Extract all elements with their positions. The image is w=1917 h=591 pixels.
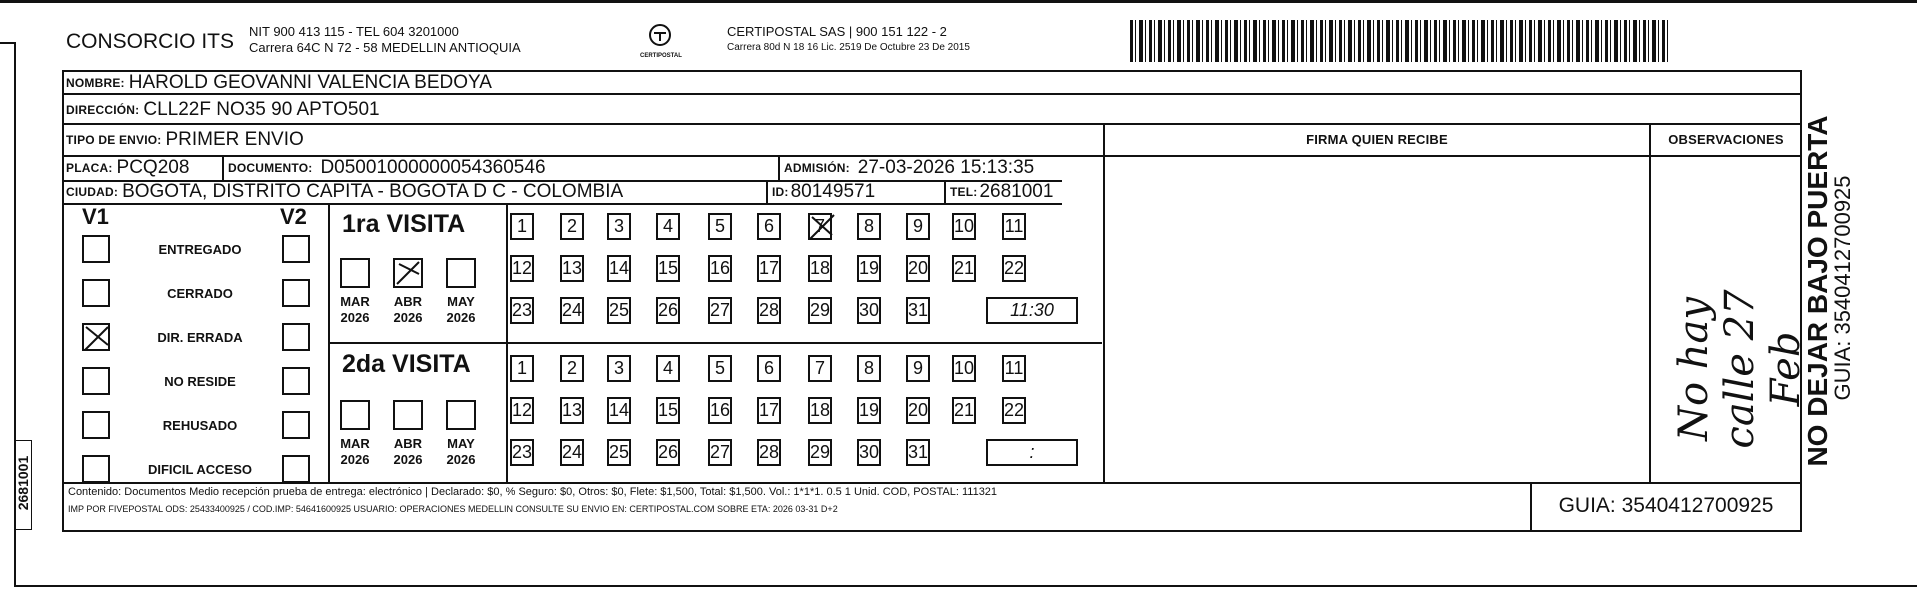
tel-value: 2681001	[979, 181, 1054, 202]
second-month-label	[385, 436, 431, 468]
ciudad-row	[66, 181, 623, 203]
second-day-box[interactable]: 19	[857, 397, 881, 424]
left-tel: 2681001	[15, 455, 31, 511]
certipostal-logo	[640, 22, 680, 59]
second-day-box[interactable]: 6	[757, 355, 781, 382]
v1-checkbox[interactable]	[82, 235, 110, 263]
month-name: ABR	[393, 436, 423, 451]
tipo-value: PRIMER ENVIO	[165, 129, 304, 150]
second-day-box[interactable]: 30	[857, 439, 881, 466]
first-day-box[interactable]: 7	[808, 213, 832, 240]
second-day-box[interactable]: 13	[560, 397, 584, 424]
second-day-box[interactable]: 26	[656, 439, 680, 466]
admision-cell	[784, 156, 1034, 180]
left-tel-box	[14, 440, 32, 530]
first-day-box[interactable]: 1	[510, 213, 534, 240]
first-month-label	[438, 294, 484, 326]
first-time-box[interactable]: 11:30	[986, 297, 1078, 324]
second-day-box[interactable]: 28	[757, 439, 781, 466]
v1-checkbox[interactable]	[82, 411, 110, 439]
month-year: 2026	[446, 452, 476, 467]
first-day-box[interactable]: 20	[906, 255, 930, 282]
second-time-box[interactable]: :	[986, 439, 1078, 466]
placa-label: PLACA:	[66, 161, 113, 175]
second-day-box[interactable]: 1	[510, 355, 534, 382]
status-label: ENTREGADO	[158, 242, 242, 257]
second-day-box[interactable]: 12	[510, 397, 534, 424]
month-year: 2026	[340, 310, 370, 325]
check-mark-icon	[395, 260, 421, 286]
check-mark-icon	[808, 213, 836, 241]
left-tick	[0, 42, 16, 44]
v2-checkbox[interactable]	[282, 367, 310, 395]
second-day-box[interactable]: 5	[708, 355, 732, 382]
direccion-row	[66, 97, 380, 123]
documento-label: DOCUMENTO:	[228, 161, 313, 175]
company-nit: NIT 900 413 115 - TEL 604 3201000	[249, 24, 459, 39]
first-day-box[interactable]: 12	[510, 255, 534, 282]
first-day-box[interactable]: 22	[1002, 255, 1026, 282]
id-value: 80149571	[790, 181, 876, 202]
first-day-box[interactable]: 2	[560, 213, 584, 240]
second-day-box[interactable]: 31	[906, 439, 930, 466]
first-day-box[interactable]: 4	[656, 213, 680, 240]
status-label: CERRADO	[167, 286, 233, 301]
company-contact	[249, 24, 521, 56]
status-label: DIR. ERRADA	[157, 330, 243, 345]
tipo-row	[66, 126, 304, 154]
second-day-box[interactable]: 7	[808, 355, 832, 382]
barcode	[1130, 20, 1670, 62]
v1-checkbox[interactable]	[82, 279, 110, 307]
second-month-label	[332, 436, 378, 468]
second-day-box[interactable]: 10	[952, 355, 976, 382]
check-mark-icon	[84, 325, 110, 351]
second-day-box[interactable]: 3	[607, 355, 631, 382]
v2-checkbox[interactable]	[282, 323, 310, 351]
first-day-box[interactable]: 8	[857, 213, 881, 240]
month-name: MAR	[340, 436, 370, 451]
first-month-checkbox[interactable]	[446, 258, 476, 288]
first-day-box[interactable]: 25	[607, 297, 631, 324]
first-day-box[interactable]: 30	[857, 297, 881, 324]
second-day-box[interactable]: 2	[560, 355, 584, 382]
second-day-box[interactable]: 29	[808, 439, 832, 466]
first-visit-title: 1ra VISITA	[342, 210, 466, 238]
nombre-row	[66, 72, 492, 94]
first-month-label	[385, 294, 431, 326]
first-day-box[interactable]: 18	[808, 255, 832, 282]
month-year: 2026	[393, 310, 423, 325]
side-guia: GUIA: 3540412700925	[1830, 175, 1855, 401]
second-visit-title: 2da VISITA	[342, 350, 471, 378]
footer-line2: IMP POR FIVEPOSTAL ODS: 25433400925 / COD.IMP: 54641600925 USUARIO: OPERACIONES MEDELLIN CONSULTE SU ENVIO EN: CERTIPOSTAL.COM SOBRE ETA: 2026 03-31 D+2	[68, 504, 838, 514]
month-name: MAR	[340, 294, 370, 309]
first-day-box[interactable]: 17	[757, 255, 781, 282]
first-day-box[interactable]: 11	[1002, 213, 1026, 240]
second-day-box[interactable]: 14	[607, 397, 631, 424]
month-name: MAY	[447, 294, 475, 309]
month-name: ABR	[393, 294, 423, 309]
v2-checkbox[interactable]	[282, 235, 310, 263]
first-day-box[interactable]: 27	[708, 297, 732, 324]
documento-value: D05001000000054360546	[320, 157, 546, 178]
company-name: CONSORCIO ITS	[66, 30, 235, 53]
firma-label: FIRMA QUIEN RECIBE	[1306, 132, 1448, 147]
first-day-box[interactable]: 16	[708, 255, 732, 282]
second-day-box[interactable]: 9	[906, 355, 930, 382]
first-day-box[interactable]: 23	[510, 297, 534, 324]
second-month-checkbox[interactable]	[340, 400, 370, 430]
first-day-box[interactable]: 9	[906, 213, 930, 240]
v1-checkbox[interactable]	[82, 323, 110, 351]
v2-header: V2	[280, 204, 307, 229]
nombre-value: HAROLD GEOVANNI VALENCIA BEDOYA	[128, 72, 492, 93]
month-year: 2026	[393, 452, 423, 467]
second-month-label	[438, 436, 484, 468]
logo-text: CERTIPOSTAL	[640, 53, 682, 59]
second-day-box[interactable]: 8	[857, 355, 881, 382]
status-label: REHUSADO	[162, 418, 238, 433]
first-day-box[interactable]: 10	[952, 213, 976, 240]
second-day-box[interactable]: 25	[607, 439, 631, 466]
first-day-box[interactable]: 14	[607, 255, 631, 282]
v1-checkbox[interactable]	[82, 455, 110, 483]
footer-guia: GUIA: 3540412700925	[1558, 494, 1774, 517]
status-label: NO RESIDE	[164, 374, 236, 389]
second-day-box[interactable]: 4	[656, 355, 680, 382]
tel-cell	[950, 181, 1053, 203]
v2-checkbox[interactable]	[282, 455, 310, 483]
first-day-box[interactable]: 29	[808, 297, 832, 324]
id-label: ID:	[772, 185, 789, 199]
status-label: DIFICIL ACCESO	[147, 462, 252, 477]
admision-value: 27-03-2026 15:13:35	[857, 157, 1035, 178]
second-day-box[interactable]: 22	[1002, 397, 1026, 424]
first-day-box[interactable]: 6	[757, 213, 781, 240]
ciudad-label: CIUDAD:	[66, 185, 119, 199]
certipostal-logo-icon	[647, 22, 673, 48]
second-month-checkbox[interactable]	[393, 400, 423, 430]
month-name: MAY	[447, 436, 475, 451]
direccion-label: DIRECCIÓN:	[66, 103, 140, 117]
first-day-box[interactable]: 13	[560, 255, 584, 282]
second-day-box[interactable]: 24	[560, 439, 584, 466]
documento-cell	[228, 156, 546, 180]
bottom-frame-line	[14, 585, 1917, 587]
second-day-box[interactable]: 16	[708, 397, 732, 424]
certipostal-address: Carrera 80d N 18 16 Lic. 2519 De Octubre 23 De 2015	[727, 42, 970, 53]
id-cell	[772, 181, 875, 203]
v1-checkbox[interactable]	[82, 367, 110, 395]
first-month-checkbox[interactable]	[393, 258, 423, 288]
side-warning: NO DEJAR BAJO PUERTA	[1802, 115, 1833, 467]
second-day-box[interactable]: 21	[952, 397, 976, 424]
placa-row	[66, 156, 189, 180]
ciudad-value: BOGOTA, DISTRITO CAPITA - BOGOTA D C - COLOMBIA	[122, 181, 624, 202]
month-year: 2026	[446, 310, 476, 325]
second-day-box[interactable]: 17	[757, 397, 781, 424]
certipostal-name: CERTIPOSTAL SAS | 900 151 122 - 2	[727, 24, 947, 39]
v2-checkbox[interactable]	[282, 411, 310, 439]
second-day-box[interactable]: 15	[656, 397, 680, 424]
first-day-box[interactable]: 26	[656, 297, 680, 324]
admision-label: ADMISIÓN:	[784, 161, 850, 175]
tel-label: TEL:	[950, 185, 978, 199]
second-day-box[interactable]: 20	[906, 397, 930, 424]
observation-handwriting: No hay calle 27 Feb	[1671, 289, 1809, 449]
v1-header: V1	[82, 204, 109, 229]
first-month-checkbox[interactable]	[340, 258, 370, 288]
first-month-label	[332, 294, 378, 326]
first-day-box[interactable]: 3	[607, 213, 631, 240]
tipo-label: TIPO DE ENVIO:	[66, 133, 162, 147]
second-month-checkbox[interactable]	[446, 400, 476, 430]
first-day-box[interactable]: 21	[952, 255, 976, 282]
first-day-box[interactable]: 19	[857, 255, 881, 282]
first-day-box[interactable]: 24	[560, 297, 584, 324]
first-day-box[interactable]: 28	[757, 297, 781, 324]
company-address: Carrera 64C N 72 - 58 MEDELLIN ANTIOQUIA	[249, 40, 521, 55]
certipostal-info	[727, 24, 970, 56]
first-day-box[interactable]: 15	[656, 255, 680, 282]
observaciones-label: OBSERVACIONES	[1668, 132, 1784, 147]
direccion-value: CLL22F NO35 90 APTO501	[143, 99, 380, 120]
second-day-box[interactable]: 27	[708, 439, 732, 466]
placa-value: PCQ208	[116, 157, 190, 178]
top-border	[0, 0, 1917, 3]
second-day-box[interactable]: 23	[510, 439, 534, 466]
second-day-box[interactable]: 18	[808, 397, 832, 424]
month-year: 2026	[340, 452, 370, 467]
nombre-label: NOMBRE:	[66, 76, 125, 90]
footer-line1: Contenido: Documentos Medio recepción prueba de entrega: electrónico | Declarado: $0, % Seguro: $0, Otros: $0, Flete: $1,500, Total: $1,500. Vol.: 1*1*1. 0.5 1 Unid. COD, POSTAL: 111321	[68, 486, 998, 498]
second-day-box[interactable]: 11	[1002, 355, 1026, 382]
first-day-box[interactable]: 31	[906, 297, 930, 324]
v2-checkbox[interactable]	[282, 279, 310, 307]
first-day-box[interactable]: 5	[708, 213, 732, 240]
